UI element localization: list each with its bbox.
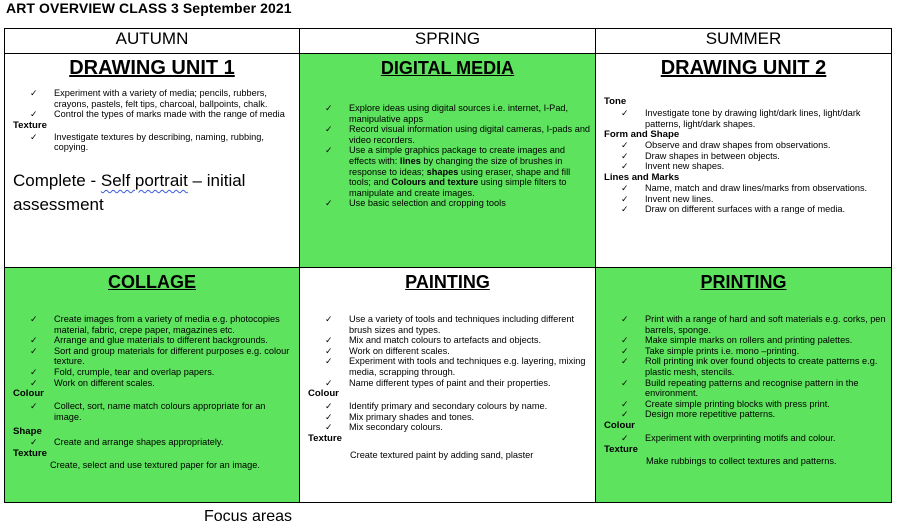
cell-digital-media [300, 54, 596, 268]
list-item: ✓ Name, match and draw lines/marks from observations. [596, 183, 891, 194]
list-item: ✓ Record visual information using digital cameras, I-pads and video recorders. [300, 124, 595, 145]
list-item: ✓ Take simple prints i.e. mono –printing. [596, 346, 891, 357]
season-header-autumn: AUTUMN [5, 29, 300, 54]
note-underlined: Self portrait [100, 170, 188, 190]
list-item: ✓ Draw shapes in between objects. [596, 151, 891, 162]
cell-drawing-unit-1 [5, 54, 300, 268]
art-overview-table [4, 28, 892, 503]
unit-title: COLLAGE [108, 272, 196, 292]
subheading: Texture [13, 119, 47, 131]
text-run: using eraser, shape and fill tools; and [349, 166, 571, 188]
unit-title: DIGITAL MEDIA [380, 58, 515, 78]
cell-collage [5, 268, 300, 503]
subheading: Texture [13, 447, 47, 459]
cell-painting [300, 268, 596, 503]
unit-title: PRINTING [700, 272, 787, 292]
document-title: ART OVERVIEW CLASS 3 September 2021 [6, 0, 292, 16]
cell-drawing-unit-2 [596, 54, 892, 268]
list-item: ✓ Work on different scales. [5, 378, 299, 389]
season-header-summer: SUMMER [596, 29, 892, 54]
subheading: Colour [13, 388, 44, 400]
subheading: Lines and Marks [604, 171, 680, 183]
list-item: ✓ Mix primary shades and tones. [300, 412, 595, 423]
text-run: using simple filters to manipulate and create images. [349, 177, 567, 198]
cell-content [300, 314, 595, 461]
list-item: ✓ Investigate textures by describing, naming, rubbing, copying. [5, 132, 299, 153]
bold-run: Colours and texture [391, 177, 479, 188]
bottom-row [5, 268, 892, 503]
list-item: ✓ Invent new shapes. [596, 161, 891, 172]
list-item: ✓ Investigate tone by drawing light/dark lines, light/dark patterns, light/dark shapes. [596, 108, 891, 129]
subheading: Form and Shape [604, 129, 680, 141]
list-item: ✓ Make simple marks on rollers and printing palettes. [596, 335, 891, 346]
cell-content [596, 314, 891, 466]
list-item: ✓ Draw on different surfaces with a range of media. [596, 204, 891, 215]
unit-title: DRAWING UNIT 2 [660, 57, 827, 79]
cell-content [596, 96, 891, 215]
list-item: ✓ Mix and match colours to artefacts and objects. [300, 335, 595, 346]
list-item: ✓ Use basic selection and cropping tools [300, 198, 595, 209]
list-item: ✓ Name different types of paint and their properties. [300, 378, 595, 389]
text-run: Use a simple graphics package to create images and effects with: [349, 145, 566, 166]
list-item: ✓ Print with a range of hard and soft materials e.g. corks, pen barrels, sponge. [596, 314, 891, 335]
list-item: ✓ Use a variety of tools and techniques including different brush sizes and types. [300, 314, 595, 335]
top-row [5, 54, 892, 268]
focus-areas-heading: Focus areas [204, 508, 293, 525]
plain-line: Create textured paint by adding sand, plaster [350, 449, 534, 460]
list-item: ✓ Create simple printing blocks with press print. [596, 399, 891, 410]
list-item: ✓ Explore ideas using digital sources i.e. internet, I-Pad, manipulative apps [300, 103, 595, 124]
unit-title: DRAWING UNIT 1 [69, 57, 235, 79]
list-item [300, 145, 595, 198]
list-item: ✓ Identify primary and secondary colours by name. [300, 401, 595, 412]
cell-printing [596, 268, 892, 503]
list-item: ✓ Collect, sort, name match colours appropriate for an image. [5, 401, 299, 422]
subheading: Colour [604, 419, 635, 431]
cell-content [300, 103, 595, 209]
list-item: ✓ Experiment with overprinting motifs and colour. [596, 433, 891, 444]
list-item: ✓ Control the types of marks made with the range of media [5, 109, 299, 120]
subheading: Tone [604, 96, 627, 107]
subheading: Shape [13, 426, 42, 438]
list-item: ✓ Sort and group materials for different purposes e.g. colour texture. [5, 346, 299, 367]
list-item: ✓ Arrange and glue materials to different backgrounds. [5, 335, 299, 346]
list-item: ✓ Build repeating patterns and recognise pattern in the environment. [596, 378, 891, 399]
plain-line: Make rubbings to collect textures and patterns. [646, 455, 837, 466]
season-header-row [5, 29, 892, 54]
list-item: ✓ Experiment with tools and techniques e.g. layering, mixing media, scrapping through. [300, 356, 595, 377]
cell-content [5, 314, 299, 471]
list-item: ✓ Invent new lines. [596, 194, 891, 205]
subheading: Colour [308, 388, 339, 400]
note-suffix: – initial assessment [13, 170, 246, 214]
list-item: ✓ Design more repetitive patterns. [596, 409, 891, 420]
list-item: ✓ Fold, crumple, tear and overlap papers. [5, 367, 299, 378]
list-item: ✓ Observe and draw shapes from observations. [596, 140, 891, 151]
plain-line: Create, select and use textured paper for an image. [50, 459, 260, 470]
assessment-note [5, 169, 299, 217]
season-header-spring: SPRING [300, 29, 596, 54]
bold-run: lines [399, 155, 421, 166]
note-prefix: Complete - [13, 170, 101, 190]
list-item: ✓ Work on different scales. [300, 346, 595, 357]
list-item: ✓ Create images from a variety of media e.g. photocopies material, fabric, crepe paper, magazines etc. [5, 314, 299, 335]
list-item: ✓ Create and arrange shapes appropriately. [5, 437, 299, 448]
cell-content [5, 88, 299, 153]
list-item: ✓ Roll printing ink over found objects to create patterns e.g. plastic mesh, stencils. [596, 356, 891, 377]
subheading: Texture [604, 443, 638, 455]
text-run: by changing the size of brushes in response to ideas; [349, 155, 563, 177]
bold-run: shapes [426, 166, 459, 177]
unit-title: PAINTING [405, 272, 490, 292]
list-item: ✓ Mix secondary colours. [300, 422, 595, 433]
list-item: ✓ Experiment with a variety of media; pencils, rubbers, crayons, pastels, felt tips, charcoal, ballpoints, chalk. [5, 88, 299, 109]
subheading: Texture [308, 432, 342, 444]
